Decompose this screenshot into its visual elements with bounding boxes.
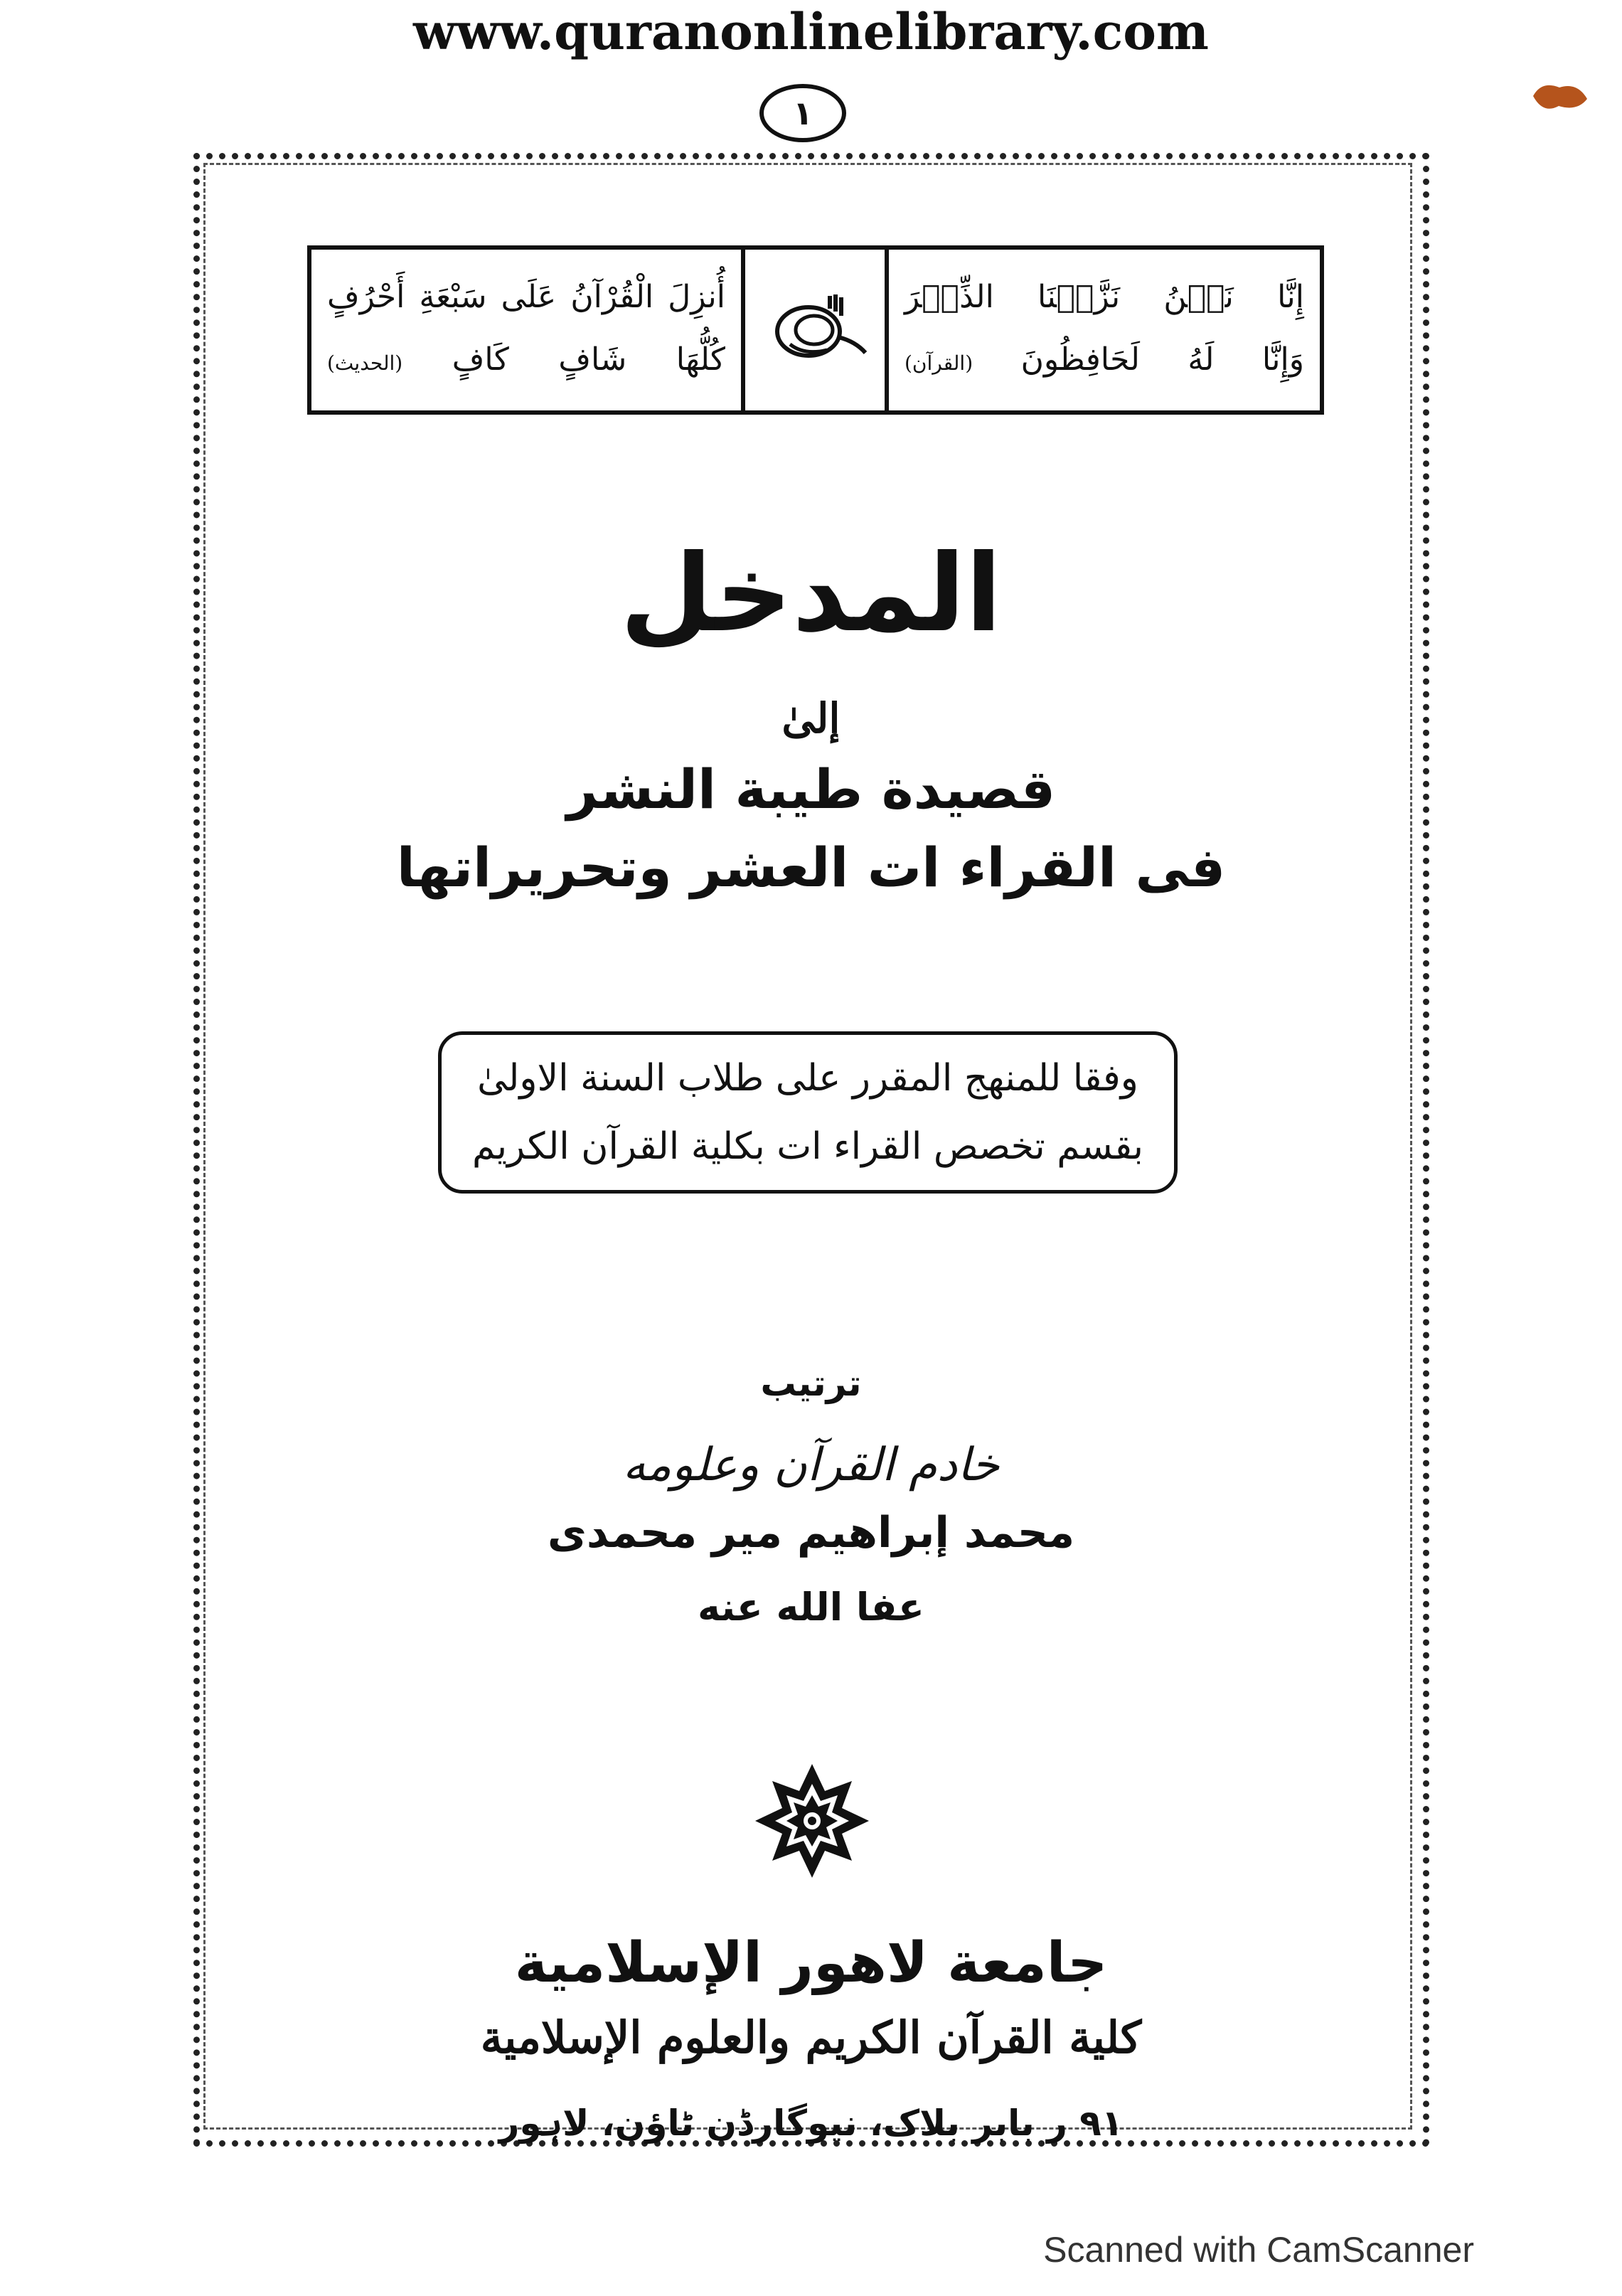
quran-text: وَإِنَّا لَهُ لَحَافِظُونَ bbox=[1020, 341, 1304, 378]
college-name: كلية القرآن الكريم والعلوم الإسلامية bbox=[480, 2011, 1142, 2063]
quran-line-2 bbox=[905, 329, 1304, 395]
eight-point-star-emblem-icon bbox=[754, 1760, 870, 1881]
prepared-by-label: ترتيب bbox=[760, 1363, 862, 1404]
hadith-line-2 bbox=[327, 329, 725, 395]
hadith-cell bbox=[311, 250, 741, 410]
subtitle-line-2: فى القراء ات العشر وتحريراتها bbox=[396, 836, 1226, 899]
quran-source: (القرآن) bbox=[905, 351, 973, 375]
hadith-text: كُلُّهَا شَافٍ كَافٍ bbox=[452, 341, 725, 378]
curriculum-line-2: بقسم تخصص القراء ات بكلية القرآن الكريم bbox=[471, 1125, 1144, 1168]
hadith-source: (الحديث) bbox=[327, 351, 403, 375]
curriculum-line-1: وفقا للمنهج المقرر على طلاب السنة الاولىٰ bbox=[477, 1057, 1138, 1100]
corner-stain-mark bbox=[1527, 75, 1591, 117]
hadith-line-1: أُنزِلَ الْقُرْآنُ عَلَى سَبْعَةِ أَحْرُفٍ bbox=[327, 278, 725, 315]
tughra-cell bbox=[741, 250, 889, 410]
curriculum-box bbox=[438, 1031, 1178, 1194]
subtitle-line-1: قصيدة طيبة النشر bbox=[566, 758, 1056, 821]
author-supplication: عفا الله عنه bbox=[698, 1585, 924, 1630]
book-title: المدخل bbox=[620, 532, 1002, 656]
page-number: ١ bbox=[759, 84, 846, 142]
publisher-address: ۹۱ ر بابر بلاک، نیوگارڈن ٹاؤن، لاہور bbox=[498, 2103, 1124, 2144]
quran-verse-cell bbox=[889, 250, 1320, 410]
servant-of-quran-line: خادم القرآن وعلومه bbox=[622, 1439, 1000, 1492]
tughra-calligraphy-icon bbox=[762, 287, 868, 373]
site-url: www.quranonlinelibrary.com bbox=[413, 2, 1209, 61]
scanner-watermark: Scanned with CamScanner bbox=[1043, 2230, 1474, 2270]
author-name: محمد إبراهيم مير محمدى bbox=[547, 1508, 1075, 1558]
quran-line-1: إِنَّا نَحۡنُ نَزَّلۡنَا الذِّكۡرَ bbox=[905, 278, 1304, 315]
university-name: جامعة لاهور الإسلامية bbox=[514, 1931, 1108, 1995]
header-verses-box bbox=[307, 245, 1324, 415]
title-connector: إلىٰ bbox=[781, 694, 841, 743]
